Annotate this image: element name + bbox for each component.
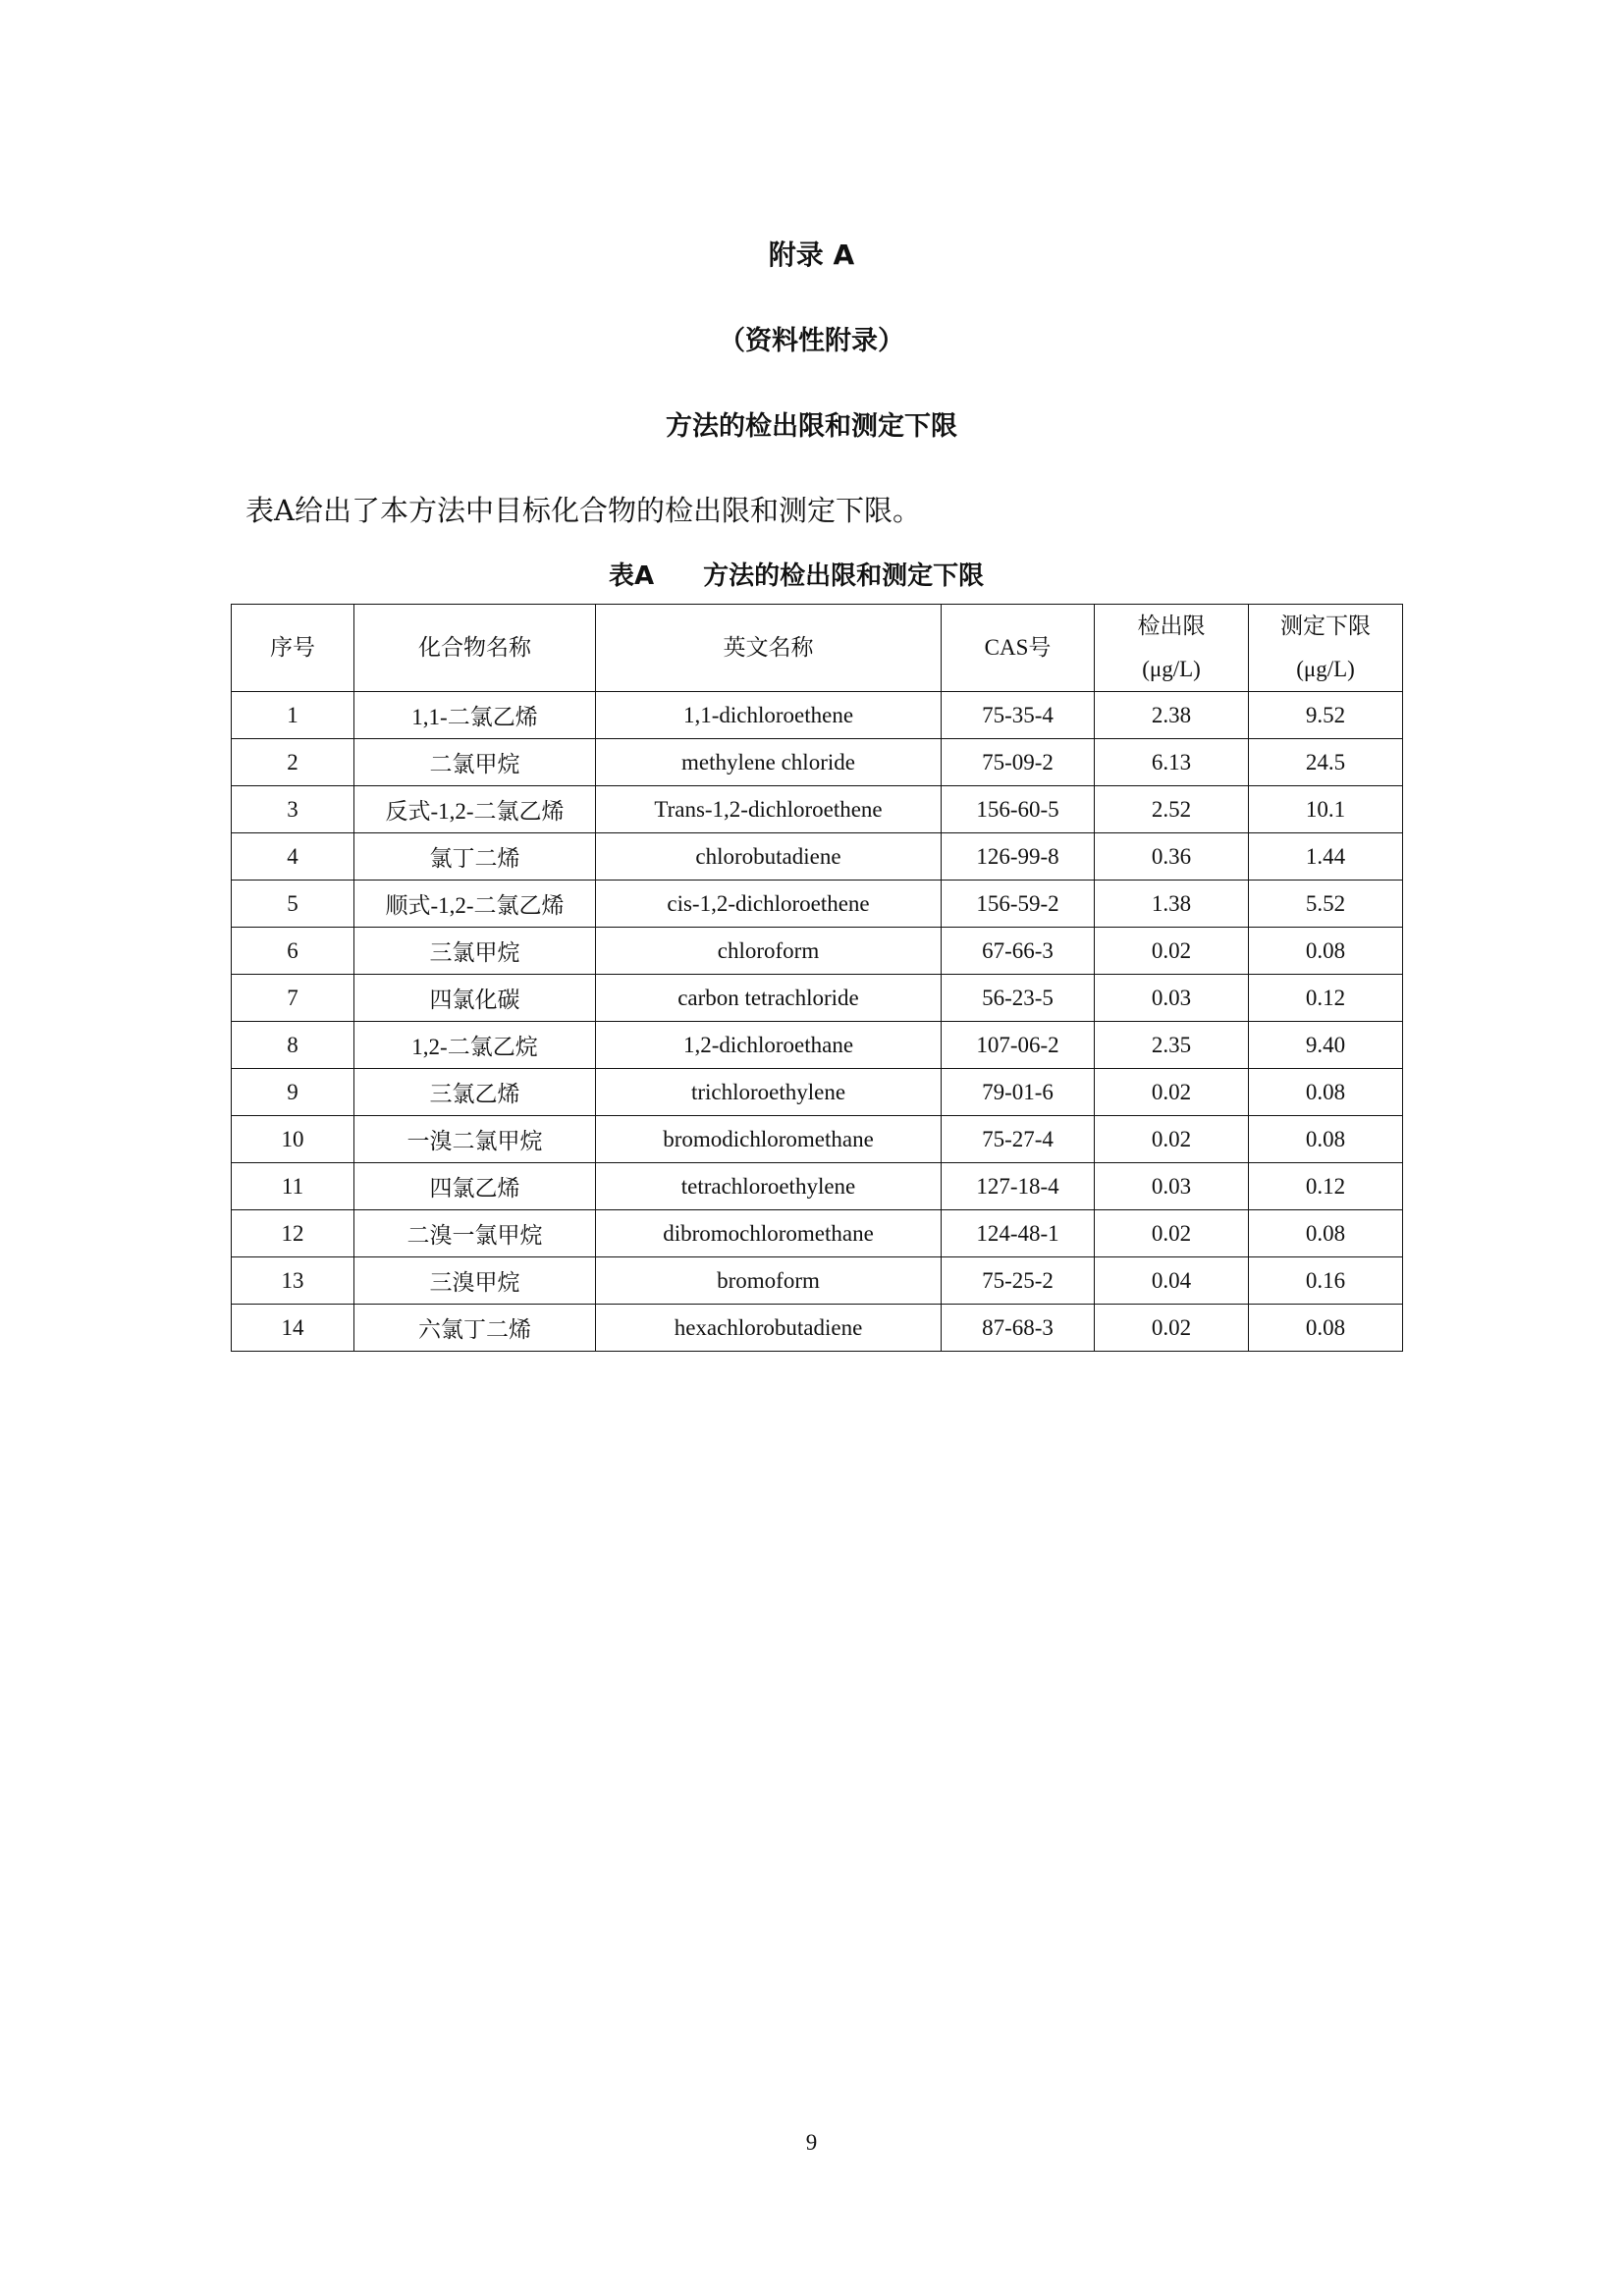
table-row [232,786,1403,833]
cell-en-name: chlorobutadiene [596,833,942,881]
cell-cas: 75-25-2 [942,1257,1095,1305]
cell-en-name: tetrachloroethylene [596,1163,942,1210]
cell-loq: 0.08 [1249,928,1403,975]
cell-loq: 0.12 [1249,1163,1403,1210]
cell-cas: 124-48-1 [942,1210,1095,1257]
cell-en-name: Trans-1,2-dichloroethene [596,786,942,833]
cell-cn-name: 氯丁二烯 [354,833,596,881]
cell-mdl: 0.02 [1095,1305,1249,1352]
header-cn-name: 化合物名称 [354,605,596,692]
table-row [232,1069,1403,1116]
intro-paragraph: 表A给出了本方法中目标化合物的检出限和测定下限。 [245,494,921,527]
table-caption [609,556,984,592]
cell-cn-name: 二氯甲烷 [354,739,596,786]
cell-loq: 0.16 [1249,1257,1403,1305]
cell-loq: 0.08 [1249,1210,1403,1257]
cell-en-name: chloroform [596,928,942,975]
cell-mdl: 2.38 [1095,692,1249,739]
cell-mdl: 0.36 [1095,833,1249,881]
cell-index: 12 [232,1210,354,1257]
cell-index: 13 [232,1257,354,1305]
cell-cn-name: 1,2-二氯乙烷 [354,1022,596,1069]
cell-loq: 0.08 [1249,1069,1403,1116]
header-mdl [1095,605,1249,692]
header-loq-label: 测定下限 [1280,614,1371,638]
detection-limit-table [231,604,1403,1352]
cell-mdl: 1.38 [1095,881,1249,928]
table-row [232,692,1403,739]
cell-en-name: trichloroethylene [596,1069,942,1116]
page-number: 9 [805,2130,818,2155]
cell-loq: 0.12 [1249,975,1403,1022]
cell-cas: 75-35-4 [942,692,1095,739]
cell-index: 6 [232,928,354,975]
header-loq-unit: (μg/L) [1296,657,1355,681]
cell-en-name: 1,2-dichloroethane [596,1022,942,1069]
cell-en-name: cis-1,2-dichloroethene [596,881,942,928]
header-index: 序号 [232,605,354,692]
cell-loq: 24.5 [1249,739,1403,786]
cell-cas: 79-01-6 [942,1069,1095,1116]
cell-loq: 10.1 [1249,786,1403,833]
cell-cn-name: 1,1-二氯乙烯 [354,692,596,739]
cell-cn-name: 四氯乙烯 [354,1163,596,1210]
cell-index: 5 [232,881,354,928]
header-loq [1249,605,1403,692]
table-row [232,1116,1403,1163]
table-row [232,928,1403,975]
cell-index: 7 [232,975,354,1022]
cell-mdl: 2.52 [1095,786,1249,833]
cell-cas: 75-09-2 [942,739,1095,786]
cell-loq: 0.08 [1249,1116,1403,1163]
table-row [232,1022,1403,1069]
table-row [232,739,1403,786]
table-row [232,833,1403,881]
cell-loq: 5.52 [1249,881,1403,928]
header-en-name: 英文名称 [596,605,942,692]
cell-cas: 87-68-3 [942,1305,1095,1352]
cell-cn-name: 反式-1,2-二氯乙烯 [354,786,596,833]
cell-index: 4 [232,833,354,881]
cell-index: 3 [232,786,354,833]
cell-loq: 9.40 [1249,1022,1403,1069]
cell-cn-name: 四氯化碳 [354,975,596,1022]
cell-index: 10 [232,1116,354,1163]
cell-cn-name: 六氯丁二烯 [354,1305,596,1352]
cell-cas: 156-60-5 [942,786,1095,833]
cell-cn-name: 三氯甲烷 [354,928,596,975]
cell-cn-name: 顺式-1,2-二氯乙烯 [354,881,596,928]
cell-mdl: 0.02 [1095,1069,1249,1116]
cell-en-name: bromoform [596,1257,942,1305]
cell-en-name: dibromochloromethane [596,1210,942,1257]
cell-en-name: hexachlorobutadiene [596,1305,942,1352]
table-row [232,975,1403,1022]
cell-cn-name: 一溴二氯甲烷 [354,1116,596,1163]
cell-mdl: 2.35 [1095,1022,1249,1069]
cell-mdl: 0.02 [1095,1116,1249,1163]
appendix-subtitle: （资料性附录） [719,326,904,356]
cell-mdl: 6.13 [1095,739,1249,786]
cell-en-name: 1,1-dichloroethene [596,692,942,739]
cell-cas: 156-59-2 [942,881,1095,928]
table-row [232,881,1403,928]
cell-index: 9 [232,1069,354,1116]
table-header-row [232,605,1403,692]
table-row [232,1163,1403,1210]
header-mdl-label: 检出限 [1137,614,1206,638]
cell-cn-name: 三溴甲烷 [354,1257,596,1305]
cell-index: 11 [232,1163,354,1210]
cell-loq: 9.52 [1249,692,1403,739]
cell-en-name: bromodichloromethane [596,1116,942,1163]
cell-cas: 127-18-4 [942,1163,1095,1210]
cell-index: 14 [232,1305,354,1352]
table-caption-label: 表A [609,561,655,591]
cell-index: 1 [232,692,354,739]
cell-mdl: 0.04 [1095,1257,1249,1305]
cell-cas: 107-06-2 [942,1022,1095,1069]
header-mdl-unit: (μg/L) [1142,657,1201,681]
cell-en-name: methylene chloride [596,739,942,786]
table-row [232,1210,1403,1257]
table-caption-title: 方法的检出限和测定下限 [703,561,985,591]
cell-loq: 0.08 [1249,1305,1403,1352]
cell-cas: 56-23-5 [942,975,1095,1022]
table-row [232,1305,1403,1352]
table-row [232,1257,1403,1305]
cell-cas: 75-27-4 [942,1116,1095,1163]
cell-mdl: 0.02 [1095,1210,1249,1257]
cell-loq: 1.44 [1249,833,1403,881]
cell-cas: 126-99-8 [942,833,1095,881]
header-cas: CAS号 [942,605,1095,692]
cell-cas: 67-66-3 [942,928,1095,975]
cell-mdl: 0.02 [1095,928,1249,975]
cell-mdl: 0.03 [1095,1163,1249,1210]
cell-cn-name: 二溴一氯甲烷 [354,1210,596,1257]
appendix-title: 附录 A [768,239,855,271]
cell-en-name: carbon tetrachloride [596,975,942,1022]
cell-mdl: 0.03 [1095,975,1249,1022]
section-title: 方法的检出限和测定下限 [666,411,957,442]
cell-index: 2 [232,739,354,786]
cell-cn-name: 三氯乙烯 [354,1069,596,1116]
cell-index: 8 [232,1022,354,1069]
